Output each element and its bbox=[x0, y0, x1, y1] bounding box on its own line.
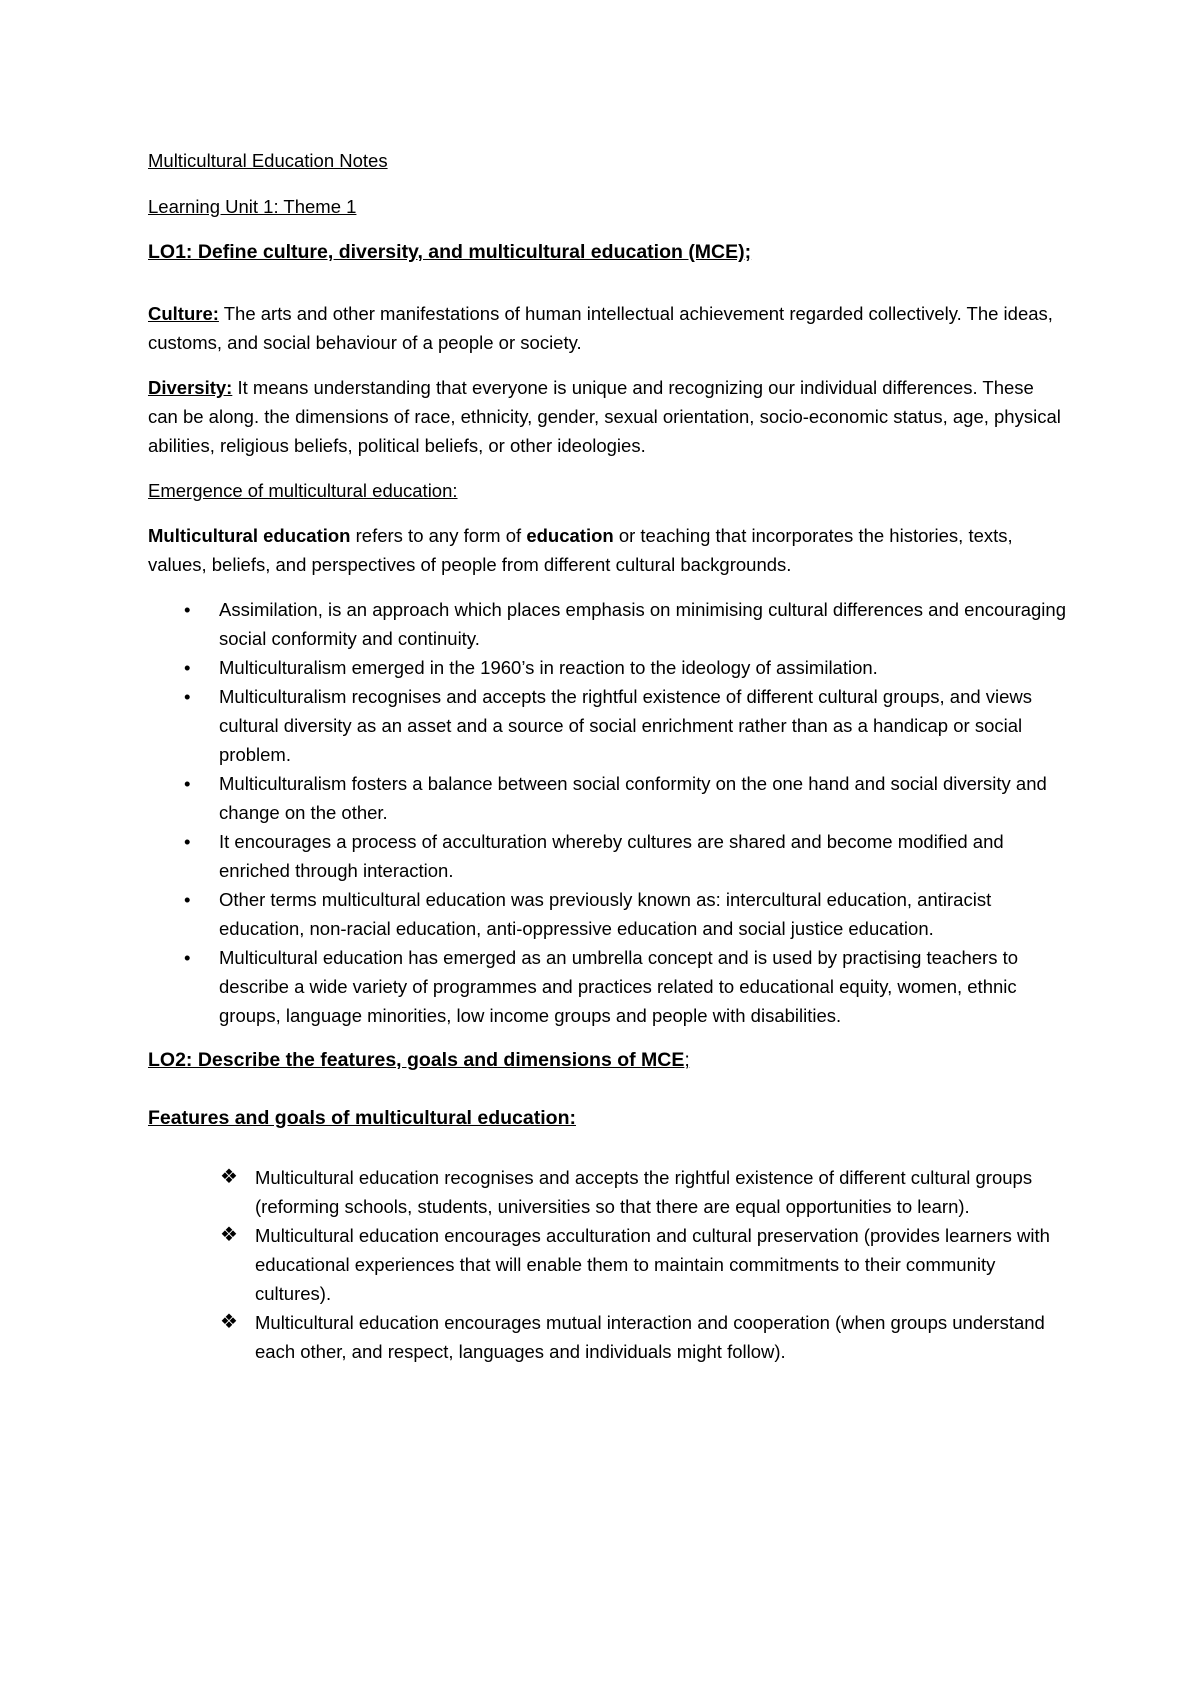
list-item bbox=[148, 1308, 1068, 1366]
bullet-icon: • bbox=[184, 686, 191, 707]
bullet-text: Multiculturalism recognises and accepts the rightful existence of different cultural groups, and views cultural diversity as an asset and a source of social enrichment rather than as a handicap or social problem. bbox=[219, 686, 1033, 765]
list-item bbox=[148, 653, 1068, 682]
diamond-bullet-icon: ❖ bbox=[220, 1224, 238, 1246]
feature-text: Multicultural education recognises and accepts the rightful existence of different cultural groups (reforming schools, students, universities so that there are equal opportunities to learn). bbox=[255, 1167, 1033, 1217]
list-item bbox=[148, 943, 1068, 1030]
lo2-semicolon: ; bbox=[684, 1049, 690, 1071]
mce-text-2: or teaching that incorporates the histories, texts, values, beliefs, and perspectives of people from different cultural backgrounds. bbox=[148, 525, 1013, 575]
culture-label: Culture: bbox=[148, 303, 219, 324]
list-item bbox=[148, 885, 1068, 943]
emergence-heading: Emergence of multicultural education: bbox=[148, 480, 458, 501]
bullet-text: It encourages a process of acculturation whereby cultures are shared and become modified and enriched through interaction. bbox=[219, 831, 1004, 881]
list-item bbox=[148, 769, 1068, 827]
diamond-bullet-icon: ❖ bbox=[220, 1311, 238, 1333]
list-item bbox=[148, 1221, 1068, 1308]
diamond-bullet-icon: ❖ bbox=[220, 1166, 238, 1188]
bullet-text: Multiculturalism emerged in the 1960’s in reaction to the ideology of assimilation. bbox=[219, 657, 878, 678]
bullet-text: Multicultural education has emerged as an umbrella concept and is used by practising teachers to describe a wide variety of programmes and practices related to educational equity, women, ethnic groups, language minorities, low income groups and people with disabilities. bbox=[219, 947, 1019, 1026]
lo2-heading bbox=[148, 1046, 1068, 1075]
culture-definition: The arts and other manifestations of human intellectual achievement regarded collectively. The ideas, customs, and social behaviour of a people or society. bbox=[148, 303, 1053, 353]
bullet-icon: • bbox=[184, 773, 191, 794]
bullet-text: Other terms multicultural education was previously known as: intercultural education, antiracist education, non-racial education, anti-oppressive education and social justice education. bbox=[219, 889, 992, 939]
bullet-icon: • bbox=[184, 947, 191, 968]
feature-text: Multicultural education encourages acculturation and cultural preservation (provides learners with educational experiences that will enable them to maintain commitments to their community cultures). bbox=[255, 1225, 1050, 1304]
bullet-icon: • bbox=[184, 889, 191, 910]
document-body bbox=[148, 146, 1068, 1366]
features-list bbox=[148, 1163, 1068, 1366]
bullet-icon: • bbox=[184, 831, 191, 852]
diversity-definition: It means understanding that everyone is unique and recognizing our individual differences. These can be along. the dimensions of race, ethnicity, gender, sexual orientation, socio-economic status, age, physical abilities, religious beliefs, political beliefs, or other ideologies. bbox=[148, 377, 1061, 456]
unit-heading: Learning Unit 1: Theme 1 bbox=[148, 196, 357, 217]
document-title: Multicultural Education Notes bbox=[148, 150, 388, 171]
lo1-heading: LO1: Define culture, diversity, and multicultural education (MCE); bbox=[148, 241, 752, 263]
bullet-icon: • bbox=[184, 657, 191, 678]
list-item bbox=[148, 827, 1068, 885]
diversity-paragraph bbox=[148, 373, 1068, 460]
education-term: education bbox=[526, 525, 614, 546]
bullet-text: Multiculturalism fosters a balance between social conformity on the one hand and social diversity and change on the other. bbox=[219, 773, 1047, 823]
list-item bbox=[148, 1163, 1068, 1221]
culture-paragraph bbox=[148, 299, 1068, 357]
mce-text-1: refers to any form of bbox=[350, 525, 527, 546]
features-heading: Features and goals of multicultural education: bbox=[148, 1107, 576, 1129]
mce-paragraph bbox=[148, 521, 1068, 579]
diversity-label: Diversity: bbox=[148, 377, 233, 398]
mce-term: Multicultural education bbox=[148, 525, 351, 546]
bullet-icon: • bbox=[184, 599, 191, 620]
feature-text: Multicultural education encourages mutual interaction and cooperation (when groups understand each other, and respect, languages and individuals might follow). bbox=[255, 1312, 1045, 1362]
list-item bbox=[148, 682, 1068, 769]
bullet-text: Assimilation, is an approach which places emphasis on minimising cultural differences and encouraging social conformity and continuity. bbox=[219, 599, 1066, 649]
list-item bbox=[148, 595, 1068, 653]
emergence-bullet-list bbox=[148, 595, 1068, 1030]
lo2-text: LO2: Describe the features, goals and dimensions of MCE bbox=[148, 1049, 685, 1071]
